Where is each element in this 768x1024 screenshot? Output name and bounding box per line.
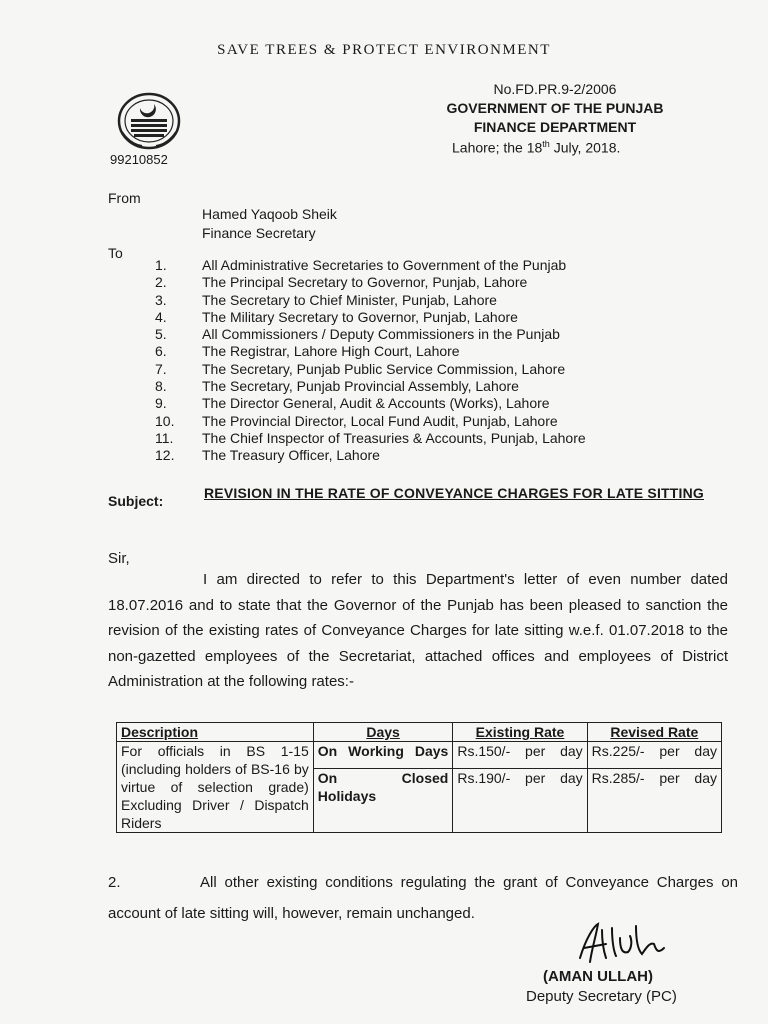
revised-rate-cell: Rs.285/- per day [587, 769, 721, 833]
from-label: From [108, 190, 141, 206]
phone-number: 99210852 [110, 152, 168, 167]
sender-block [202, 205, 337, 243]
reference-block [425, 80, 685, 137]
signatory-name: (AMAN ULLAH) [543, 968, 653, 985]
list-item: 1. All Administrative Secretaries to Government of the Punjab [155, 257, 567, 273]
list-item: 8. The Secretary, Punjab Provincial Assembly, Lahore [155, 378, 519, 395]
body-paragraph-1 [108, 567, 728, 695]
column-header-description: Description [117, 723, 314, 742]
column-header-days: Days [313, 723, 453, 742]
column-header-revised-rate: Revised Rate [587, 723, 721, 742]
to-label: To [108, 245, 123, 261]
department-name: FINANCE DEPARTMENT [473, 119, 637, 135]
reference-number: No.FD.PR.9-2/2006 [493, 81, 617, 97]
recipient-list [138, 257, 698, 465]
signatory-designation: Deputy Secretary (PC) [526, 988, 677, 1005]
subject-text: REVISION IN THE RATE OF CONVEYANCE CHARGES FOR LATE SITTING [204, 485, 705, 501]
paragraph-1-text: I am directed to refer to this Department's letter of even number dated 18.07.2016 and to state that the Governor of the Punjab has been pleased to sanction the revision of the existing rates of Conveyance Charges for late sitting w.e.f. 01.07.2018 to the non-gazetted employees of the Secretariat, attached offices and employees of District Administration at the following rates:- [108, 571, 728, 690]
list-item: 11. The Chief Inspector of Treasuries & Accounts, Punjab, Lahore [155, 429, 586, 446]
list-item: 7. The Secretary, Punjab Public Service Commission, Lahore [155, 360, 566, 377]
rates-table [116, 722, 722, 833]
existing-rate-cell: Rs.150/- per day [453, 742, 587, 769]
list-item: 6. The Registrar, Lahore High Court, Lahore [155, 343, 460, 360]
environment-motto: SAVE TREES & PROTECT ENVIRONMENT [217, 42, 551, 58]
sender-name: Hamed Yaqoob Sheik [202, 206, 337, 222]
paragraph-2-text: All other existing conditions regulating the grant of Conveyance Charges on account of late sitting will, however, remain unchanged. [108, 874, 738, 922]
existing-rate-cell: Rs.190/- per day [453, 769, 587, 833]
days-cell: On Closed Holidays [313, 769, 453, 833]
days-cell: On Working Days [313, 742, 453, 769]
sender-title: Finance Secretary [202, 225, 316, 241]
date-suffix: July, 2018. [549, 139, 621, 156]
list-item: 9. The Director General, Audit & Accounts (Works), Lahore [155, 395, 550, 412]
list-item: 12. The Treasury Officer, Lahore [155, 447, 380, 464]
revised-rate-cell: Rs.225/- per day [587, 742, 721, 769]
handwritten-signature-icon [572, 918, 682, 968]
list-item: 5. All Commissioners / Deputy Commissioners in the Punjab [155, 326, 560, 343]
list-item: 3. The Secretary to Chief Minister, Punjab, Lahore [155, 291, 497, 308]
list-item: 4. The Military Secretary to Governor, Punjab, Lahore [155, 308, 518, 325]
column-header-existing-rate: Existing Rate [453, 723, 587, 742]
paragraph-2-number: 2. [108, 874, 121, 891]
punjab-government-logo-icon [110, 92, 188, 150]
salutation: Sir, [108, 550, 130, 567]
letter-date [452, 139, 620, 156]
description-cell: For officials in BS 1-15 (including holders of BS-16 by virtue of selection grade) Excluding Driver / Dispatch Riders [117, 742, 314, 833]
table-row [117, 742, 722, 769]
list-item: 10. The Provincial Director, Local Fund Audit, Punjab, Lahore [155, 412, 558, 429]
list-item: 2. The Principal Secretary to Governor, Punjab, Lahore [155, 274, 528, 291]
subject-label: Subject: [108, 493, 164, 509]
date-prefix: Lahore; the 18 [452, 139, 543, 156]
date-superscript: th [542, 139, 550, 149]
government-name: GOVERNMENT OF THE PUNJAB [446, 100, 664, 116]
table-header-row [117, 723, 722, 742]
